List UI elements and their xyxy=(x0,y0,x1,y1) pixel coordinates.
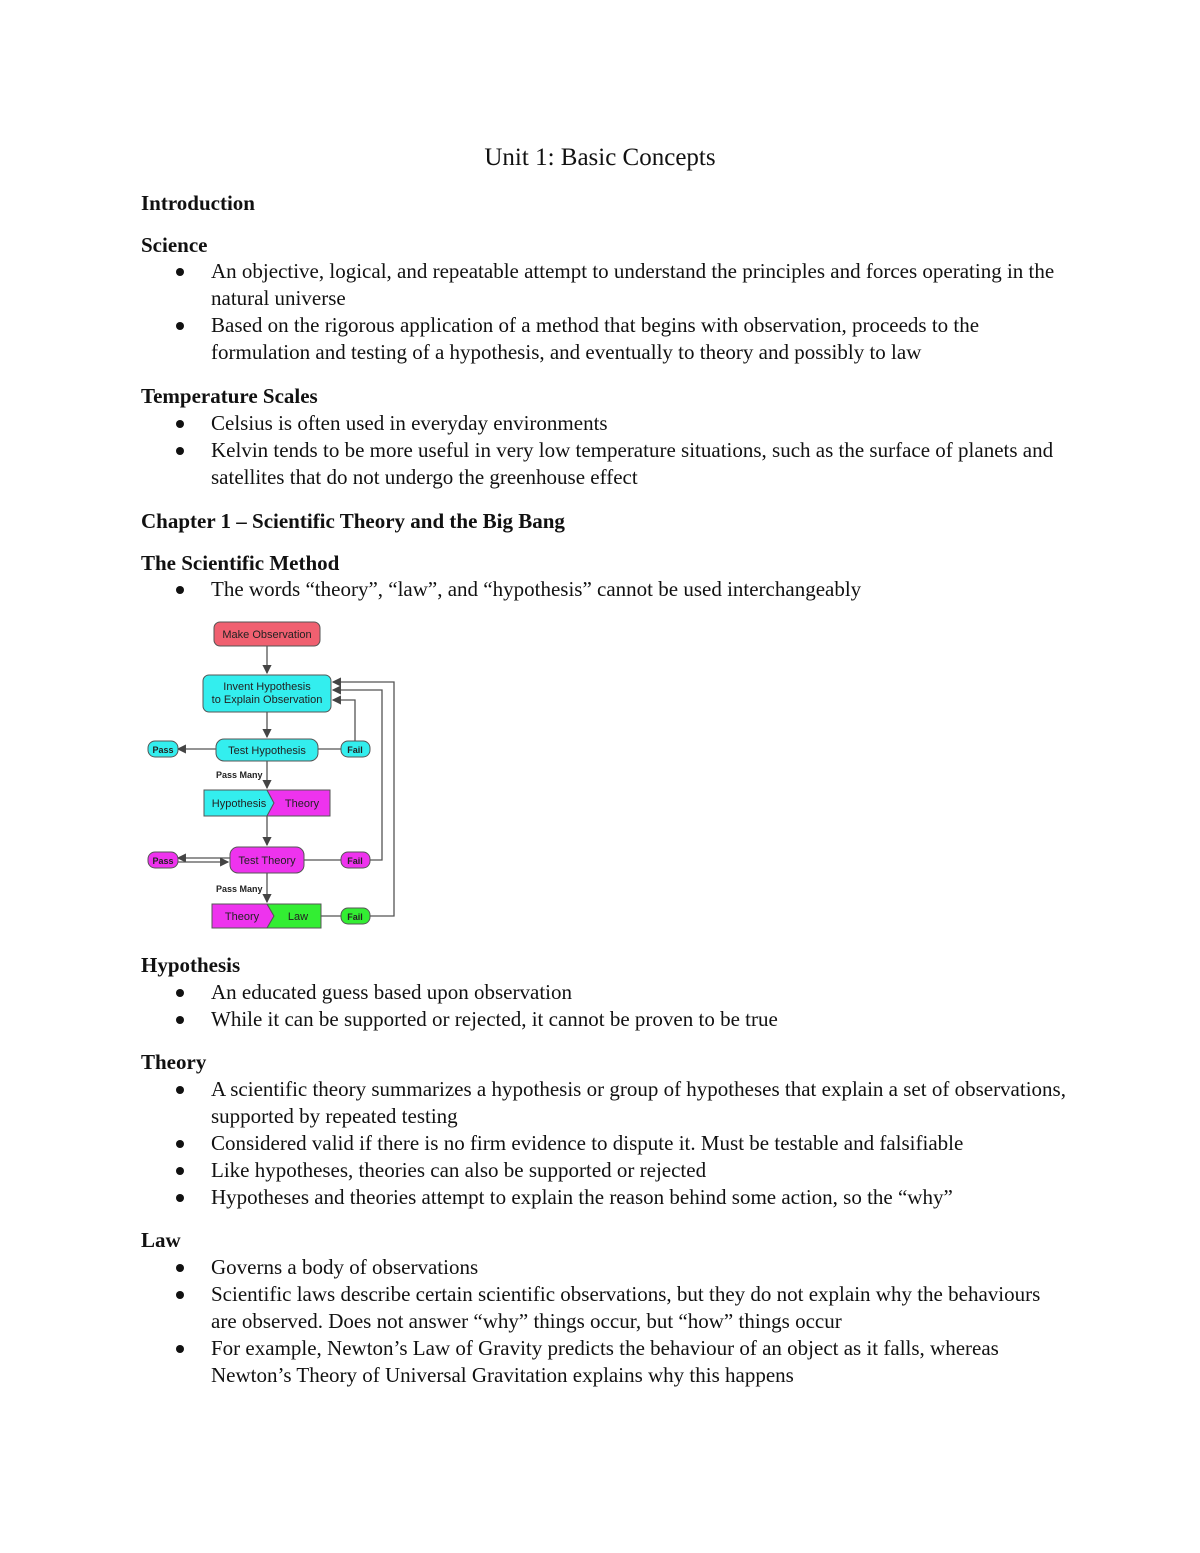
temperature-heading: Temperature Scales xyxy=(141,384,318,408)
theory-label: Theory xyxy=(284,798,320,810)
pass-label: Pass xyxy=(152,856,174,866)
list-item: Scientific laws describe certain scientific observations, but they do not explain why the behaviours are observed. Does not answer “why” things occur, but “how” things occur xyxy=(141,1281,1071,1335)
list-item: Based on the rigorous application of a method that begins with observation, proceeds to the formulation and testing of a hypothesis, and eventually to theory and possibly to law xyxy=(141,312,1071,366)
list-item: An objective, logical, and repeatable attempt to understand the principles and forces operating in the natural universe xyxy=(141,258,1071,312)
list-item: An educated guess based upon observation xyxy=(141,979,1071,1006)
hypothesis-list xyxy=(141,979,1071,1033)
list-item: For example, Newton’s Law of Gravity predicts the behaviour of an object as it falls, whereas Newton’s Theory of Universal Gravitation explains why this happens xyxy=(141,1335,1071,1389)
theory-heading: Theory xyxy=(141,1050,207,1074)
list-item: The words “theory”, “law”, and “hypothesis” cannot be used interchangeably xyxy=(141,576,1071,603)
list-item: Like hypotheses, theories can also be supported or rejected xyxy=(141,1157,1071,1184)
theory-label: Theory xyxy=(224,911,260,923)
pass-many-label: Pass Many xyxy=(216,770,263,780)
pass-many-label: Pass Many xyxy=(216,884,263,894)
list-item: Governs a body of observations xyxy=(141,1254,1071,1281)
fail-label: Fail xyxy=(347,745,363,755)
method-heading: The Scientific Method xyxy=(141,551,340,575)
page-title: Unit 1: Basic Concepts xyxy=(484,144,716,171)
make-observation-label: Make Observation xyxy=(222,629,312,641)
scientific-method-flowchart xyxy=(146,618,402,934)
science-list xyxy=(141,258,1071,366)
introduction-heading: Introduction xyxy=(141,191,255,215)
law-label: Law xyxy=(287,911,309,923)
law-list xyxy=(141,1254,1071,1389)
pass-label: Pass xyxy=(152,745,174,755)
test-hypothesis-label: Test Hypothesis xyxy=(228,745,306,757)
invent-hypothesis-sublabel: to Explain Observation xyxy=(211,694,323,706)
test-theory-label: Test Theory xyxy=(238,855,296,867)
list-item: Hypotheses and theories attempt to explain the reason behind some action, so the “why” xyxy=(141,1184,1071,1211)
temperature-list xyxy=(141,410,1071,491)
law-heading: Law xyxy=(141,1228,181,1252)
method-list xyxy=(141,576,1071,603)
hypothesis-label: Hypothesis xyxy=(211,798,267,810)
invent-hypothesis-label: Invent Hypothesis xyxy=(223,681,311,693)
chapter-heading: Chapter 1 – Scientific Theory and the Big Bang xyxy=(141,509,565,533)
list-item: While it can be supported or rejected, it cannot be proven to be true xyxy=(141,1006,1071,1033)
list-item: Considered valid if there is no firm evidence to dispute it. Must be testable and falsifiable xyxy=(141,1130,1071,1157)
fail-label: Fail xyxy=(347,912,363,922)
science-heading: Science xyxy=(141,233,208,257)
list-item: A scientific theory summarizes a hypothesis or group of hypotheses that explain a set of observations, supported by repeated testing xyxy=(141,1076,1071,1130)
list-item: Kelvin tends to be more useful in very low temperature situations, such as the surface of planets and satellites that do not undergo the greenhouse effect xyxy=(141,437,1071,491)
hypothesis-heading: Hypothesis xyxy=(141,953,241,977)
fail-label: Fail xyxy=(347,856,363,866)
list-item: Celsius is often used in everyday environments xyxy=(141,410,1071,437)
theory-list xyxy=(141,1076,1071,1211)
